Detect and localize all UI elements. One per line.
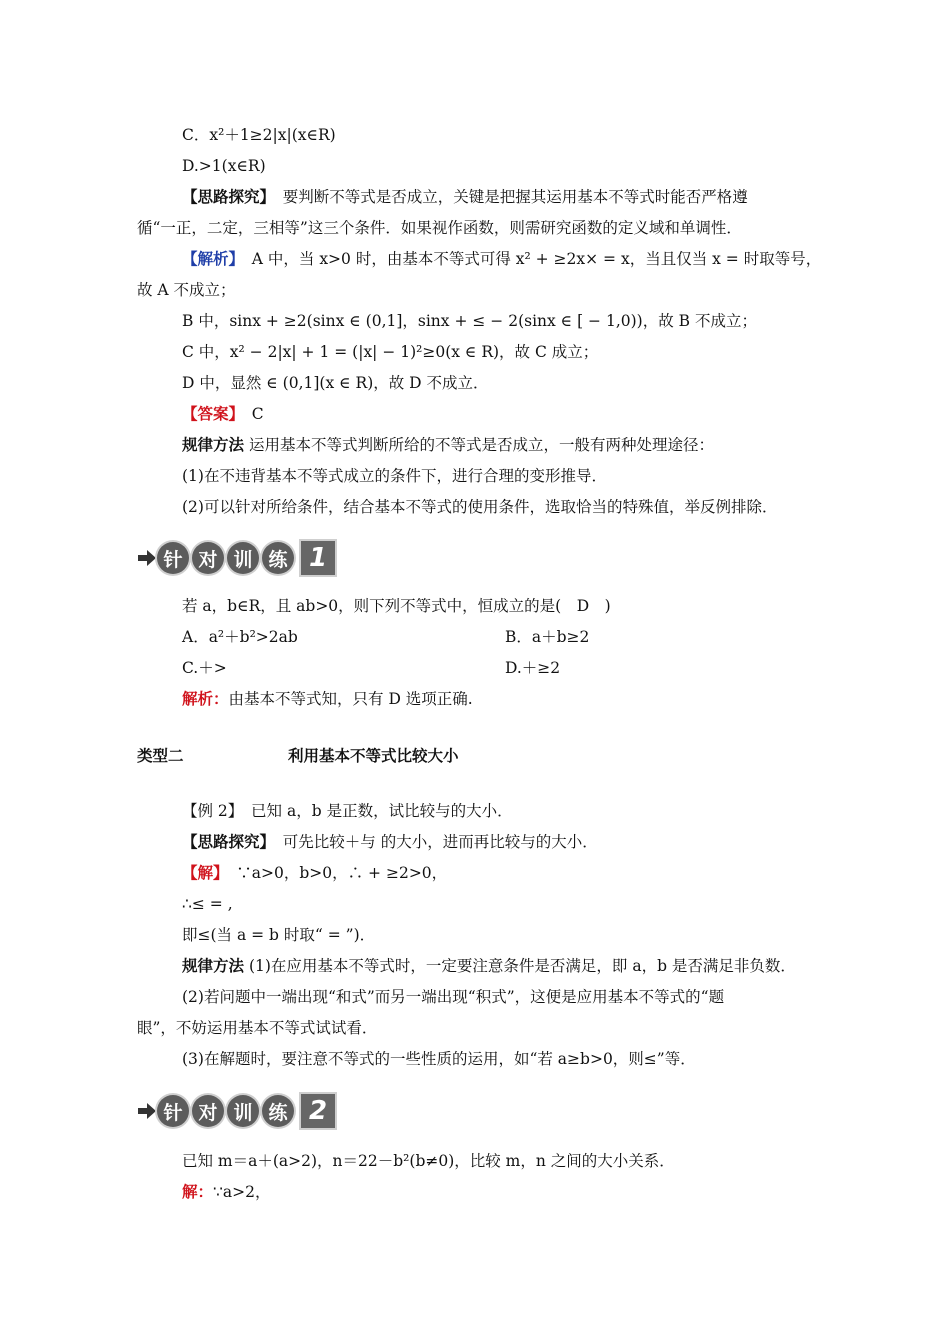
banner2-char-4: 练 xyxy=(262,1095,294,1127)
practice1-option-a: A．a²＋b²>2ab xyxy=(182,628,298,646)
practice-banner-2 xyxy=(137,1091,335,1131)
practice-banner-1 xyxy=(137,538,335,578)
example2-jie-label: 【解】 xyxy=(182,863,221,882)
d-line: D 中，显然 ∈ (0,1](x ∈ R)，故 D 不成立． xyxy=(182,374,489,392)
banner2-char-3: 训 xyxy=(227,1095,259,1127)
banner1-number: 1 xyxy=(301,541,335,575)
banner1-char-2: 对 xyxy=(192,542,224,574)
practice2-jie-text: ∵a>2， xyxy=(213,1183,271,1201)
banner2-number: 2 xyxy=(301,1094,335,1128)
practice1-question: 若 a，b∈R，且 ab>0，则下列不等式中，恒成立的是( D ) xyxy=(182,597,611,615)
b-line: B 中，sinx + ≥2(sinx ∈ (0,1]，sinx + ≤ − 2(sinx ∈ [ − 1,0))，故 B 不成立； xyxy=(182,312,757,330)
example2-method-label: 规律方法 xyxy=(182,957,245,975)
method-line xyxy=(182,434,714,456)
example2-text: 已知 a，b 是正数，试比较与的大小． xyxy=(235,802,513,820)
banner1-char-3: 训 xyxy=(227,542,259,574)
example2-jie-text: ∵a>0，b>0，∴ + ≥2>0， xyxy=(220,864,448,882)
example2-line xyxy=(182,800,513,822)
jiexi-line-1 xyxy=(182,248,821,270)
example2-jie xyxy=(182,862,447,884)
arrow-right-icon xyxy=(137,1101,157,1121)
silu-label: 【思路探究】 xyxy=(182,188,268,206)
jiexi-label: 【解析】 xyxy=(182,249,237,268)
jiexi-text-2: 故 A 不成立； xyxy=(137,281,236,299)
example2-silu xyxy=(182,831,598,853)
answer-text: C xyxy=(236,405,264,423)
example2-method-3: (3)在解题时，要注意不等式的一些性质的运用，如“若 a≥b>0，则≤”等． xyxy=(182,1050,696,1068)
example2-label: 【例 2】 xyxy=(182,802,236,820)
method-text: 运用基本不等式判断所给的不等式是否成立，一般有两种处理途径： xyxy=(244,436,714,454)
silu-text-2: 循“一正，二定，三相等”这三个条件．如果视作函数，则需研究函数的定义域和单调性． xyxy=(137,219,742,237)
arrow-right-icon xyxy=(137,548,157,568)
answer-label: 【答案】 xyxy=(182,404,237,423)
practice1-option-d: D.＋≥2 xyxy=(505,659,561,677)
answer-line xyxy=(182,403,264,425)
option-d: D.>1(x∈R) xyxy=(182,157,266,175)
section-title: 利用基本不等式比较大小 xyxy=(288,747,459,765)
practice1-jiexi-label: 解析： xyxy=(182,689,229,708)
practice1-option-c: C.＋> xyxy=(182,659,227,677)
example2-method xyxy=(182,955,796,977)
method-1: (1)在不违背基本不等式成立的条件下，进行合理的变形推导． xyxy=(182,467,607,485)
section-type-label: 类型二 xyxy=(137,747,184,765)
method-label: 规律方法 xyxy=(182,436,245,454)
banner1-char-1: 针 xyxy=(157,542,189,574)
practice2-jie-label: 解： xyxy=(182,1182,214,1201)
practice2-question: 已知 m＝a＋(a>2)，n＝22－b²(b≠0)，比较 m，n 之间的大小关系． xyxy=(182,1152,675,1170)
practice1-jiexi-text: 由基本不等式知，只有 D 选项正确. xyxy=(228,690,473,708)
silu-text-1: 要判断不等式是否成立，关键是把握其运用基本不等式时能否严格遵 xyxy=(267,188,748,206)
practice2-jie xyxy=(182,1181,270,1203)
banner2-char-2: 对 xyxy=(192,1095,224,1127)
practice1-jiexi xyxy=(182,688,473,710)
example2-line-2: ∴≤ = , xyxy=(182,895,233,913)
example2-method-text: (1)在应用基本不等式时，一定要注意条件是否满足，即 a，b 是否满足非负数． xyxy=(244,957,796,975)
practice1-option-b: B．a＋b≥2 xyxy=(505,628,590,646)
example2-silu-label: 【思路探究】 xyxy=(182,833,268,851)
example2-method-2a: (2)若问题中一端出现“和式”而另一端出现“积式”，这便是应用基本不等式的“题 xyxy=(182,988,725,1006)
example2-silu-text: 可先比较＋与 的大小，进而再比较与的大小． xyxy=(267,833,598,851)
banner1-char-4: 练 xyxy=(262,542,294,574)
option-c: C．x²＋1≥2|x|(x∈R) xyxy=(182,126,336,144)
example2-line-3: 即≤(当 a = b 时取“ = ”)． xyxy=(182,926,376,944)
silu-line-1 xyxy=(182,186,748,208)
example2-method-2b: 眼”，不妨运用基本不等式试试看． xyxy=(137,1019,378,1037)
banner2-char-1: 针 xyxy=(157,1095,189,1127)
method-2: (2)可以针对所给条件，结合基本不等式的使用条件，选取恰当的特殊值，举反例排除． xyxy=(182,498,778,516)
jiexi-text-1: A 中，当 x>0 时，由基本不等式可得 x² + ≥2x× = x，当且仅当 x = 时取等号， xyxy=(236,250,822,268)
c-line: C 中，x² − 2|x| + 1 = (|x| − 1)²≥0(x ∈ R)，故 C 成立； xyxy=(182,343,599,361)
